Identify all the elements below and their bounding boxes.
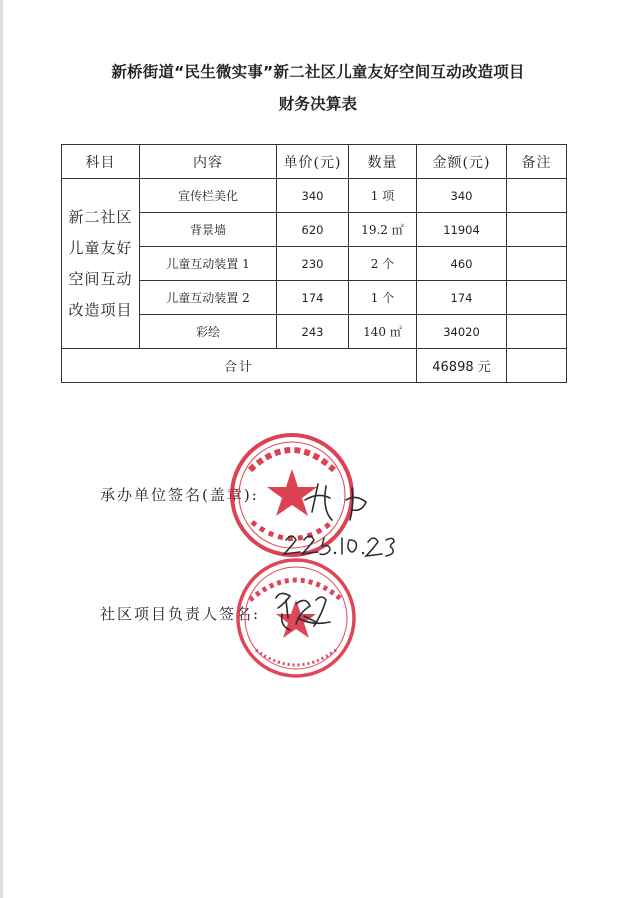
header-amount: 金额(元) (417, 145, 507, 179)
cell-unit-price: 620 (277, 213, 349, 247)
cell-unit-price: 174 (277, 281, 349, 315)
cell-content: 宣传栏美化 (140, 179, 277, 213)
cell-amount: 11904 (417, 213, 507, 247)
header-subject: 科目 (62, 145, 140, 179)
total-label: 合计 (62, 349, 417, 383)
cell-quantity: 140 ㎡ (349, 315, 417, 349)
cell-amount: 460 (417, 247, 507, 281)
organizer-signature-label: 承办单位签名(盖章): (100, 486, 259, 504)
cell-quantity: 1 个 (349, 281, 417, 315)
header-note: 备注 (507, 145, 567, 179)
cell-content: 背景墙 (140, 213, 277, 247)
subject-line: 改造项目 (68, 300, 133, 319)
community-seal-stamp (238, 560, 354, 676)
subject-line: 新二社区 (68, 207, 133, 226)
cell-content: 彩绘 (140, 315, 277, 349)
total-value: 46898 元 (417, 349, 507, 383)
document-title: 新桥街道“民生微实事”新二社区儿童友好空间互动改造项目 (111, 63, 525, 81)
cell-content: 儿童互动装置 1 (140, 247, 277, 281)
subject-line: 儿童友好 (68, 238, 133, 257)
community-signature-label: 社区项目负责人签名: (100, 605, 261, 623)
header-content: 内容 (140, 145, 277, 179)
cell-quantity: 2 个 (349, 247, 417, 281)
cell-amount: 340 (417, 179, 507, 213)
company-seal-stamp (232, 435, 352, 555)
header-unit-price: 单价(元) (277, 145, 349, 179)
cell-amount: 34020 (417, 315, 507, 349)
document-subtitle: 财务决算表 (278, 95, 358, 113)
cell-unit-price: 243 (277, 315, 349, 349)
cell-unit-price: 230 (277, 247, 349, 281)
cell-quantity: 19.2 ㎡ (349, 213, 417, 247)
cell-amount: 174 (417, 281, 507, 315)
subject-line: 空间互动 (68, 269, 133, 288)
organizer-handwritten-signature (305, 484, 366, 520)
cell-quantity: 1 项 (349, 179, 417, 213)
header-quantity: 数量 (349, 145, 417, 179)
cell-unit-price: 340 (277, 179, 349, 213)
cell-content: 儿童互动装置 2 (140, 281, 277, 315)
